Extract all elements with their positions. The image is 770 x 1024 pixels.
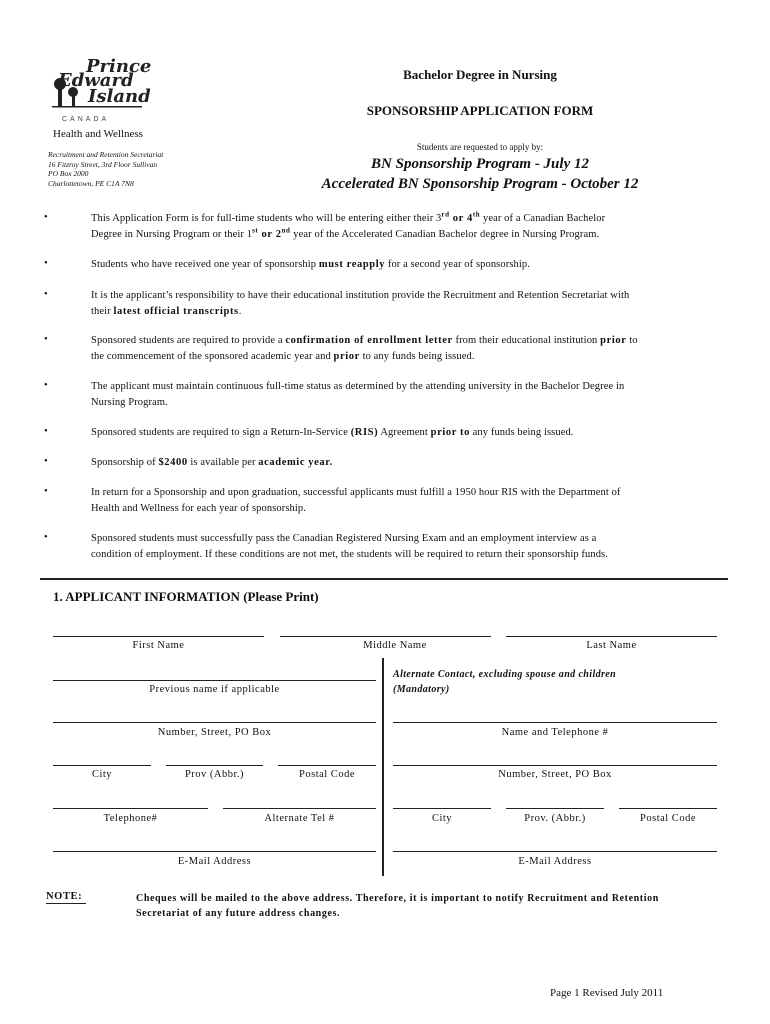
first-name-field[interactable] <box>53 636 264 637</box>
address-line: Recruitment and Retention Secretariat <box>48 150 164 159</box>
note-underline <box>46 903 86 904</box>
form-title: SPONSORSHIP APPLICATION FORM <box>366 103 594 118</box>
bullet-text-6: Sponsored students are required to sign a Return-In-Service (RIS) Agreement prior to any funds being issued. <box>91 427 574 438</box>
alt-city-field[interactable] <box>393 808 491 809</box>
note-text: Cheques will be mailed to the above address. Therefore, it is important to notify Recruitment and Retention Secretariat of any future address changes. <box>136 893 659 919</box>
bullet-text-9: Sponsored students must successfully pass the Canadian Registered Nursing Exam and an employment interview as a condition of employment. If these conditions are not met, the students will be required to return their sponsorship funds. <box>91 533 608 560</box>
email-field[interactable] <box>53 851 376 852</box>
alternate-tel-label: Alternate Tel # <box>264 813 335 824</box>
bullet-icon: • <box>44 456 48 467</box>
page-footer: Page 1 Revised July 2011 <box>550 987 664 999</box>
postal-code-field[interactable] <box>278 765 376 766</box>
bullet-text-5: The applicant must maintain continuous full-time status as determined by the attending university in the Bachelor Degree in Nursing Program. <box>91 381 625 408</box>
middle-name-field[interactable] <box>280 636 491 637</box>
bullet-icon: • <box>44 258 48 269</box>
province-label: Prov (Abbr.) <box>184 769 245 780</box>
city-label: City <box>91 769 113 780</box>
secretariat-address <box>48 150 163 188</box>
province-field[interactable] <box>166 765 263 766</box>
bullet-text-7: Sponsorship of $2400 is available per academic year. <box>91 457 333 468</box>
telephone-field[interactable] <box>53 808 208 809</box>
alt-province-field[interactable] <box>506 808 604 809</box>
section-title: 1. APPLICANT INFORMATION (Please Print) <box>53 589 319 604</box>
alt-email-label: E-Mail Address <box>518 856 592 867</box>
alt-city-label: City <box>431 813 453 824</box>
alt-email-field[interactable] <box>393 851 717 852</box>
city-field[interactable] <box>53 765 151 766</box>
address-line: Charlottetown, PE C1A 7N8 <box>48 178 134 188</box>
alt-province-label: Prov. (Abbr.) <box>524 813 586 824</box>
bullet-text-8: In return for a Sponsorship and upon graduation, successful applicants must fulfill a 1950 hour RIS with the Department of Health and Wellness for each year of sponsorship. <box>91 487 621 514</box>
telephone-label: Telephone# <box>103 813 158 824</box>
last-name-field[interactable] <box>506 636 717 637</box>
previous-name-label: Previous name if applicable <box>149 684 280 695</box>
alt-postal-code-label: Postal Code <box>640 813 696 824</box>
postal-code-label: Postal Code <box>299 769 355 780</box>
previous-name-field[interactable] <box>53 680 376 681</box>
alt-name-telephone-field[interactable] <box>393 722 717 723</box>
bullet-icon: • <box>44 486 48 497</box>
logo-island: Island <box>88 86 151 107</box>
bullet-icon: • <box>44 426 48 437</box>
bullet-icon: • <box>44 212 48 223</box>
note-label: NOTE: <box>46 891 83 902</box>
bullet-icon: • <box>44 532 48 543</box>
street-address-field[interactable] <box>53 722 376 723</box>
address-line: 16 Fitzroy Street, 3rd Floor Sullivan <box>48 159 158 169</box>
bullet-text-1: This Application Form is for full-time students who will be entering either their 3rd or 4th year of a Canadian Bachelor Degree in Nursing Program or their 1st or 2nd year of the Accelerated Canadian Bachelor degree in Nursing Program. <box>91 210 606 240</box>
bullet-text-2: Students who have received one year of sponsorship must reapply for a second year of sponsorship. <box>91 259 530 270</box>
logo-prince: Prince <box>86 56 152 77</box>
pei-logo <box>48 56 158 136</box>
bullet-icon: • <box>44 289 48 300</box>
logo-canada: CANADA <box>62 116 110 123</box>
alt-street-address-label: Number, Street, PO Box <box>498 769 612 780</box>
address-line: PO Box 2000 <box>48 169 89 178</box>
alt-street-address-field[interactable] <box>393 765 717 766</box>
alternate-contact-heading: Alternate Contact, excluding spouse and children (Mandatory) <box>393 669 617 695</box>
degree-title: Bachelor Degree in Nursing <box>403 67 557 82</box>
section-divider <box>40 578 728 580</box>
alternate-tel-field[interactable] <box>223 808 376 809</box>
column-divider <box>382 658 384 876</box>
middle-name-label: Middle Name <box>363 640 427 651</box>
bullet-text-4: Sponsored students are required to provide a confirmation of enrollment letter from their educational institution prior to the commencement of the sponsored academic year and prior to any funds being issued. <box>91 335 638 362</box>
first-name-label: First Name <box>132 640 185 651</box>
email-label: E-Mail Address <box>177 856 252 867</box>
last-name-label: Last Name <box>586 640 637 651</box>
apply-note: Students are requested to apply by: <box>416 142 544 152</box>
bn-program-deadline: BN Sponsorship Program - July 12 <box>371 156 589 172</box>
bullet-text-3: It is the applicant’s responsibility to have their educational institution provide the Recruitment and Retention Secretariat with their latest official transcripts. <box>91 290 630 317</box>
bullet-icon: • <box>44 334 48 345</box>
alt-postal-code-field[interactable] <box>619 808 717 809</box>
logo-edward: Edward <box>58 70 134 91</box>
alt-name-telephone-label: Name and Telephone # <box>501 727 609 738</box>
accelerated-program-deadline: Accelerated BN Sponsorship Program - October 12 <box>321 176 639 192</box>
bullet-icon: • <box>44 380 48 391</box>
department-name: Health and Wellness <box>53 128 143 140</box>
street-address-label: Number, Street, PO Box <box>157 727 272 738</box>
